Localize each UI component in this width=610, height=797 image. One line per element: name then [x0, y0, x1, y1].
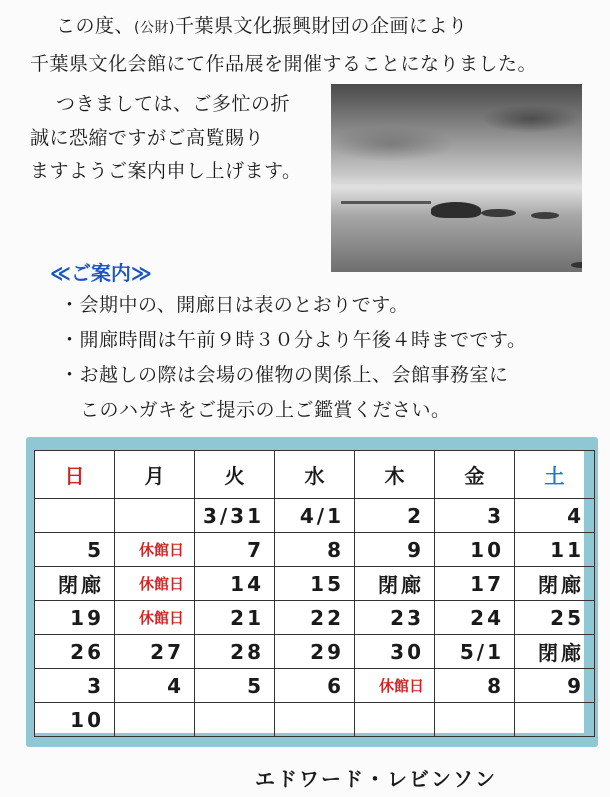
- calendar-cell: 5: [35, 533, 115, 567]
- calendar-cell: 9: [515, 669, 595, 703]
- calendar-cell: [435, 703, 515, 737]
- guide-bullet-2: ・開廊時間は午前９時３０分より午後４時までです。: [60, 329, 527, 351]
- calendar-cell: 10: [35, 703, 115, 737]
- calendar-cell: 休館日: [115, 567, 195, 601]
- calendar-cell: 28: [195, 635, 275, 669]
- calendar-cell: [115, 499, 195, 533]
- header-tue: 火: [195, 451, 275, 499]
- calendar-cell: 9: [355, 533, 435, 567]
- header-sun: 日: [35, 451, 115, 499]
- org-type-label: (公財): [134, 20, 175, 36]
- calendar-cell: 4/1: [275, 499, 355, 533]
- calendar-header-row: [35, 451, 595, 499]
- calendar-cell: 10: [435, 533, 515, 567]
- calendar-cell: [195, 703, 275, 737]
- calendar-cell: 17: [435, 567, 515, 601]
- calendar-cell: 8: [275, 533, 355, 567]
- calendar-cell: 休館日: [115, 533, 195, 567]
- calendar-cell: [275, 703, 355, 737]
- calendar-cell: 休館日: [115, 601, 195, 635]
- calendar-cell: 休館日: [355, 669, 435, 703]
- calendar-cell: 閉廊: [355, 567, 435, 601]
- calendar-cell: 閉廊: [515, 567, 595, 601]
- calendar-cell: 6: [275, 669, 355, 703]
- calendar-table: [34, 450, 595, 737]
- intro-line-3: つきましては、ご多忙の折: [56, 93, 291, 115]
- header-sat: 土: [515, 451, 595, 499]
- calendar-row: [35, 601, 595, 635]
- calendar-cell: 3: [35, 669, 115, 703]
- calendar-row: [35, 567, 595, 601]
- calendar-cell: 25: [515, 601, 595, 635]
- calendar-row: [35, 635, 595, 669]
- calendar-cell: 5/1: [435, 635, 515, 669]
- calendar-cell: [355, 703, 435, 737]
- intro-line-5: ますようご案内申し上げます。: [30, 160, 302, 182]
- calendar-row: [35, 669, 595, 703]
- calendar-cell: 19: [35, 601, 115, 635]
- calendar-row: [35, 499, 595, 533]
- calendar-cell: 2: [355, 499, 435, 533]
- calendar-cell: 23: [355, 601, 435, 635]
- calendar-cell: [515, 703, 595, 737]
- seascape-photo: [331, 84, 582, 272]
- calendar-cell: 27: [115, 635, 195, 669]
- intro-line-1: この度、(公財)千葉県文化振興財団の企画により: [56, 15, 468, 37]
- calendar-cell: 21: [195, 601, 275, 635]
- calendar-cell: 24: [435, 601, 515, 635]
- calendar-cell: 3/31: [195, 499, 275, 533]
- calendar-row: [35, 533, 595, 567]
- calendar-row: [35, 703, 595, 737]
- intro-line-2: 千葉県文化会館にて作品展を開催することになりました。: [30, 53, 538, 75]
- calendar-cell: 15: [275, 567, 355, 601]
- calendar-cell: 4: [115, 669, 195, 703]
- guide-bullet-1: ・会期中の、開廊日は表のとおりです。: [60, 294, 409, 316]
- header-thu: 木: [355, 451, 435, 499]
- calendar-cell: [115, 703, 195, 737]
- calendar-cell: 5: [195, 669, 275, 703]
- calendar-cell: 7: [195, 533, 275, 567]
- intro-line-4: 誠に恐縮ですがご高覧賜り: [30, 127, 265, 149]
- calendar-cell: 26: [35, 635, 115, 669]
- guide-bullet-3-cont: このハガキをご提示の上ご鑑賞ください。: [80, 399, 451, 421]
- guide-heading: ≪ご案内≫: [50, 261, 152, 285]
- calendar-cell: 29: [275, 635, 355, 669]
- calendar-cell: 8: [435, 669, 515, 703]
- calendar-cell: 22: [275, 601, 355, 635]
- artist-name: エドワード・レビンソン: [255, 767, 497, 791]
- calendar-cell: 30: [355, 635, 435, 669]
- header-wed: 水: [275, 451, 355, 499]
- calendar-cell: [35, 499, 115, 533]
- header-mon: 月: [115, 451, 195, 499]
- calendar-cell: 閉廊: [515, 635, 595, 669]
- header-fri: 金: [435, 451, 515, 499]
- calendar-cell: 11: [515, 533, 595, 567]
- calendar-cell: 4: [515, 499, 595, 533]
- calendar-cell: 14: [195, 567, 275, 601]
- calendar-cell: 3: [435, 499, 515, 533]
- guide-bullet-3: ・お越しの際は会場の催物の関係上、会館事務室に: [60, 364, 509, 386]
- calendar-cell: 閉廊: [35, 567, 115, 601]
